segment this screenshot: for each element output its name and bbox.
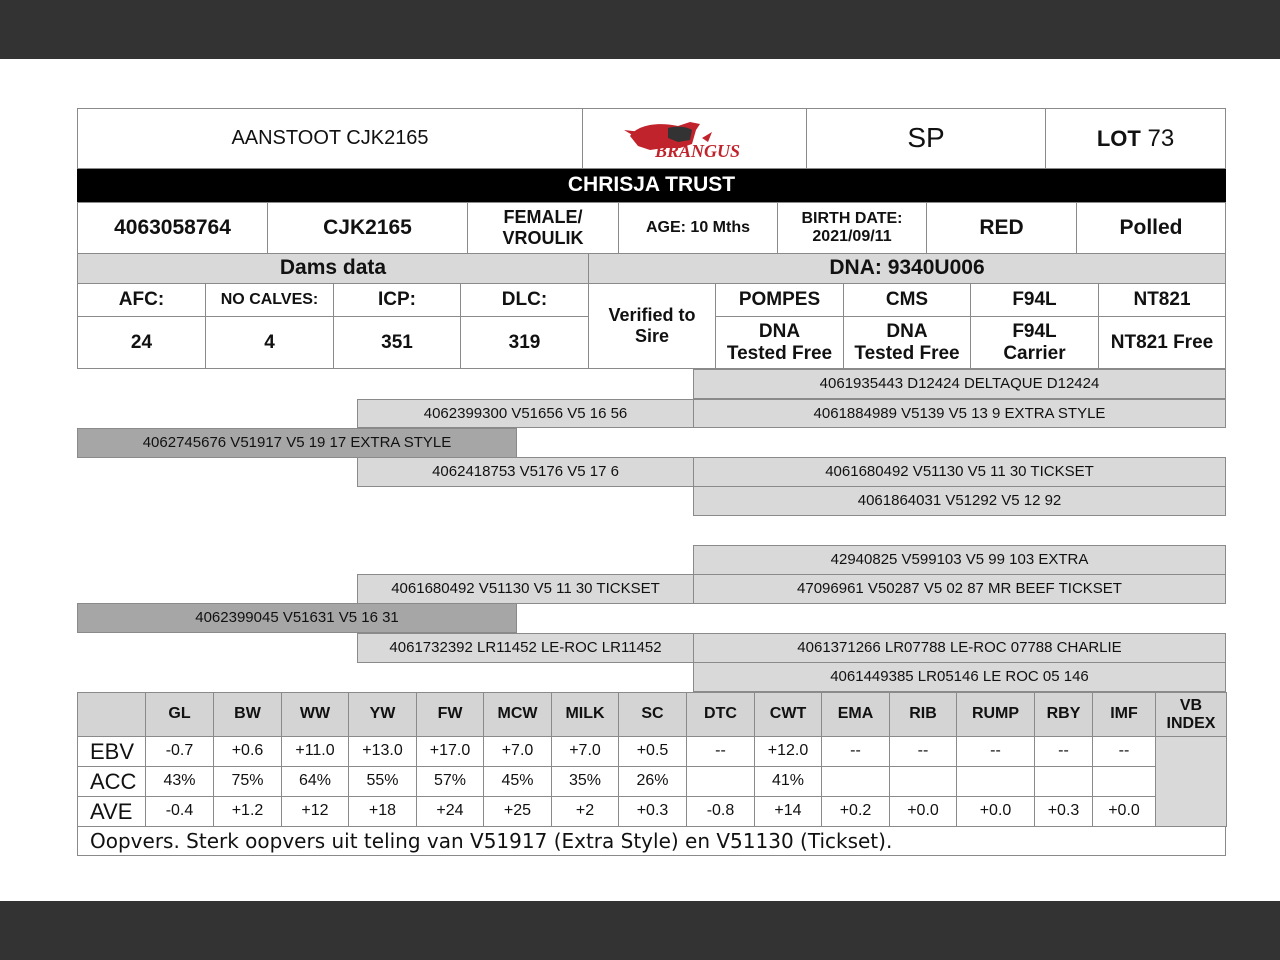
lot-label: LOT	[1096, 125, 1141, 151]
dams-value-icp: 351	[333, 316, 461, 369]
ebv-header-ww: WW	[281, 692, 349, 737]
ebv-header-cwt: CWT	[754, 692, 822, 737]
dna-result-line2: Tested Free	[726, 342, 833, 364]
dna-result-line1: F94L	[1012, 320, 1057, 342]
ebv-cell: --	[686, 736, 755, 767]
pedigree-sire-sire-sire: 4061935443 D12424 DELTAQUE D12424	[693, 369, 1226, 399]
dams-header-icp: ICP:	[333, 283, 461, 317]
dna-result-cms	[843, 316, 971, 369]
ebv-cell: 26%	[618, 766, 687, 797]
dna-test-name-f94l: F94L	[970, 283, 1099, 317]
dna-test-name-cms: CMS	[843, 283, 971, 317]
pedigree-sire-dam: 4062418753 V5176 V5 17 6	[357, 457, 694, 487]
ebv-cell: +17.0	[416, 736, 484, 767]
ebv-cell	[1034, 766, 1093, 797]
ebv-vb-index-value	[1155, 736, 1227, 827]
sex-line1: FEMALE/	[503, 207, 583, 228]
pedigree-dam-sire-sire: 42940825 V599103 V5 99 103 EXTRA	[693, 545, 1226, 575]
pedigree-dam-sire-dam: 47096961 V50287 V5 02 87 MR BEEF TICKSET	[693, 574, 1226, 604]
dna-result-pompes	[715, 316, 844, 369]
ebv-cell: 57%	[416, 766, 484, 797]
ebv-cell: +13.0	[348, 736, 417, 767]
sex-line2: VROULIK	[502, 228, 584, 248]
birth-label: BIRTH DATE:	[801, 209, 903, 227]
birth-date: 2021/09/11	[812, 228, 892, 245]
dams-value-dlc: 319	[460, 316, 589, 369]
ebv-cell: 55%	[348, 766, 417, 797]
dams-value-calves: 4	[205, 316, 334, 369]
dams-title: Dams data	[77, 253, 589, 284]
ebv-cell: +0.6	[213, 736, 282, 767]
dams-value-afc: 24	[77, 316, 206, 369]
ebv-cell: --	[1092, 736, 1156, 767]
pedigree-dam-dam-dam: 4061449385 LR05146 LE ROC 05 146	[693, 662, 1226, 692]
ebv-header-ema: EMA	[821, 692, 890, 737]
owner-name: CHRISJA TRUST	[77, 169, 1226, 202]
ebv-cell: +0.2	[821, 796, 890, 827]
ebv-cell: +0.5	[618, 736, 687, 767]
bull-logo-icon	[620, 114, 770, 164]
comment: Oopvers. Sterk oopvers uit teling van V51917 (Extra Style) en V51130 (Tickset).	[77, 826, 1226, 856]
pedigree-sire-sire: 4062399300 V51656 V5 16 56	[357, 399, 694, 428]
dams-header-dlc: DLC:	[460, 283, 589, 317]
birth-date-cell	[777, 202, 927, 254]
ebv-cell: +24	[416, 796, 484, 827]
ebv-header-sc: SC	[618, 692, 687, 737]
ebv-cell: +2	[551, 796, 619, 827]
ebv-header-gl: GL	[145, 692, 214, 737]
dams-header-afc: AFC:	[77, 283, 206, 317]
ebv-header-milk: MILK	[551, 692, 619, 737]
ebv-cell: +12.0	[754, 736, 822, 767]
ebv-cell: -0.7	[145, 736, 214, 767]
ebv-cell: +12	[281, 796, 349, 827]
ebv-cell: +0.0	[956, 796, 1035, 827]
ebv-cell: --	[956, 736, 1035, 767]
ebv-cell: +0.0	[1092, 796, 1156, 827]
ebv-cell: +18	[348, 796, 417, 827]
ebv-header-fw: FW	[416, 692, 484, 737]
horn-status: Polled	[1076, 202, 1226, 254]
ebv-cell: --	[889, 736, 957, 767]
ebv-cell: 75%	[213, 766, 282, 797]
pedigree-sire-dam-sire: 4061680492 V51130 V5 11 30 TICKSET	[693, 457, 1226, 487]
vb-line1: VB	[1179, 696, 1203, 714]
pedigree-sire: 4062745676 V51917 V5 19 17 EXTRA STYLE	[77, 428, 517, 458]
ebv-cell: +0.3	[618, 796, 687, 827]
ebv-cell: -0.4	[145, 796, 214, 827]
lot-number: 73	[1147, 124, 1175, 152]
ebv-header-bw: BW	[213, 692, 282, 737]
pedigree-dam-dam-sire: 4061371266 LR07788 LE-ROC 07788 CHARLIE	[693, 633, 1226, 663]
ebv-header-vb-index	[1155, 692, 1227, 737]
ebv-cell: +25	[483, 796, 552, 827]
ebv-cell: 35%	[551, 766, 619, 797]
ebv-cell: 41%	[754, 766, 822, 797]
dna-result-f94l	[970, 316, 1099, 369]
ebv-cell	[889, 766, 957, 797]
ebv-cell: -0.8	[686, 796, 755, 827]
ebv-header-rump: RUMP	[956, 692, 1035, 737]
lot-cell	[1045, 108, 1226, 169]
ebv-header-corner	[77, 692, 146, 737]
brangus-logo	[582, 108, 807, 169]
ebv-cell: +1.2	[213, 796, 282, 827]
dna-test-name-pompes: POMPES	[715, 283, 844, 317]
ebv-header-yw: YW	[348, 692, 417, 737]
status-code: SP	[806, 108, 1046, 169]
ebv-cell: +0.0	[889, 796, 957, 827]
dna-result-line1: DNA	[886, 320, 928, 342]
ebv-cell	[1092, 766, 1156, 797]
ebv-header-dtc: DTC	[686, 692, 755, 737]
pedigree-dam: 4062399045 V51631 V5 16 31	[77, 603, 517, 633]
colour: RED	[926, 202, 1077, 254]
pedigree-dam-sire: 4061680492 V51130 V5 11 30 TICKSET	[357, 574, 694, 604]
dams-header-calves: NO CALVES:	[205, 283, 334, 317]
ebv-cell: --	[821, 736, 890, 767]
ebv-cell: +7.0	[483, 736, 552, 767]
ebv-cell: +0.3	[1034, 796, 1093, 827]
pedigree-sire-sire-dam: 4061884989 V5139 V5 13 9 EXTRA STYLE	[693, 399, 1226, 428]
ebv-header-rib: RIB	[889, 692, 957, 737]
age: AGE: 10 Mths	[618, 202, 778, 254]
vb-line2: INDEX	[1166, 714, 1216, 732]
dna-result-nt821: NT821 Free	[1098, 316, 1226, 369]
ebv-cell: +14	[754, 796, 822, 827]
ebv-cell	[956, 766, 1035, 797]
ebv-cell: +11.0	[281, 736, 349, 767]
top-bar	[0, 0, 1280, 59]
dna-title: DNA: 9340U006	[588, 253, 1226, 284]
animal-tag: CJK2165	[267, 202, 468, 254]
ebv-table	[77, 692, 1226, 827]
verified-cell	[588, 283, 716, 369]
ebv-cell: 45%	[483, 766, 552, 797]
ebv-row-label-acc: ACC	[77, 766, 146, 797]
verified-line2: Sire	[634, 326, 670, 346]
pedigree-sire-dam-dam: 4061864031 V51292 V5 12 92	[693, 486, 1226, 516]
dna-result-line2: Tested Free	[854, 342, 960, 364]
ebv-cell	[821, 766, 890, 797]
ebv-cell: 64%	[281, 766, 349, 797]
dna-test-name-nt821: NT821	[1098, 283, 1226, 317]
ebv-header-imf: IMF	[1092, 692, 1156, 737]
dna-result-line1: DNA	[758, 320, 801, 342]
svg-text:BRANGUS: BRANGUS	[654, 140, 740, 161]
animal-id: 4063058764	[77, 202, 268, 254]
animal-name: AANSTOOT CJK2165	[77, 108, 583, 169]
sex-cell	[467, 202, 619, 254]
ebv-cell: 43%	[145, 766, 214, 797]
ebv-header-rby: RBY	[1034, 692, 1093, 737]
ebv-cell: +7.0	[551, 736, 619, 767]
ebv-row-label-ebv: EBV	[77, 736, 146, 767]
ebv-header-mcw: MCW	[483, 692, 552, 737]
pedigree-dam-dam: 4061732392 LR11452 LE-ROC LR11452	[357, 633, 694, 663]
dna-result-line2: Carrier	[1003, 342, 1066, 364]
ebv-cell	[686, 766, 755, 797]
bottom-bar	[0, 901, 1280, 960]
verified-line1: Verified to	[608, 305, 696, 326]
ebv-cell: --	[1034, 736, 1093, 767]
ebv-row-label-ave: AVE	[77, 796, 146, 827]
